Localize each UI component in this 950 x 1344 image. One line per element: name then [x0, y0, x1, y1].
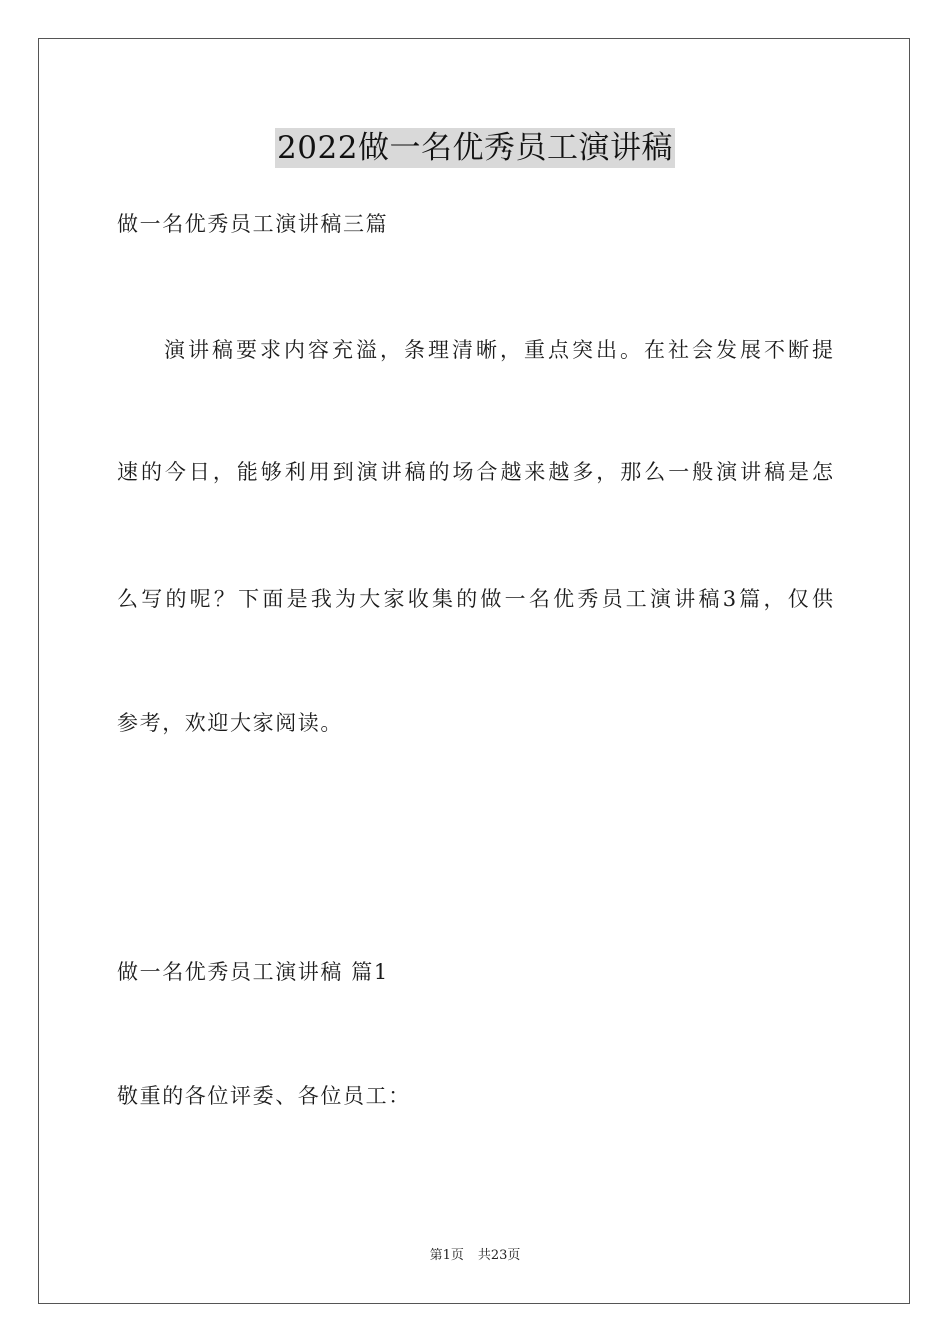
intro-paragraph-line: 速的今日，能够利用到演讲稿的场合越来越多，那么一般演讲稿是怎: [117, 460, 833, 484]
total-pages: 共23页: [477, 1248, 521, 1263]
intro-paragraph-line: 参考，欢迎大家阅读。: [117, 711, 343, 735]
intro-paragraph-line: 么写的呢？下面是我为大家收集的做一名优秀员工演讲稿3篇，仅供: [117, 587, 833, 611]
page-footer: [0, 1247, 950, 1265]
section-heading: 做一名优秀员工演讲稿 篇1: [117, 960, 389, 984]
salutation: 敬重的各位评委、各位员工：: [117, 1084, 411, 1108]
page-number: 第1页: [429, 1248, 464, 1263]
document-title: 2022做一名优秀员工演讲稿: [277, 130, 673, 166]
intro-paragraph-line: 演讲稿要求内容充溢，条理清晰，重点突出。在社会发展不断提: [164, 338, 833, 362]
document-subtitle: 做一名优秀员工演讲稿三篇: [117, 212, 389, 236]
title-container: [0, 128, 950, 168]
